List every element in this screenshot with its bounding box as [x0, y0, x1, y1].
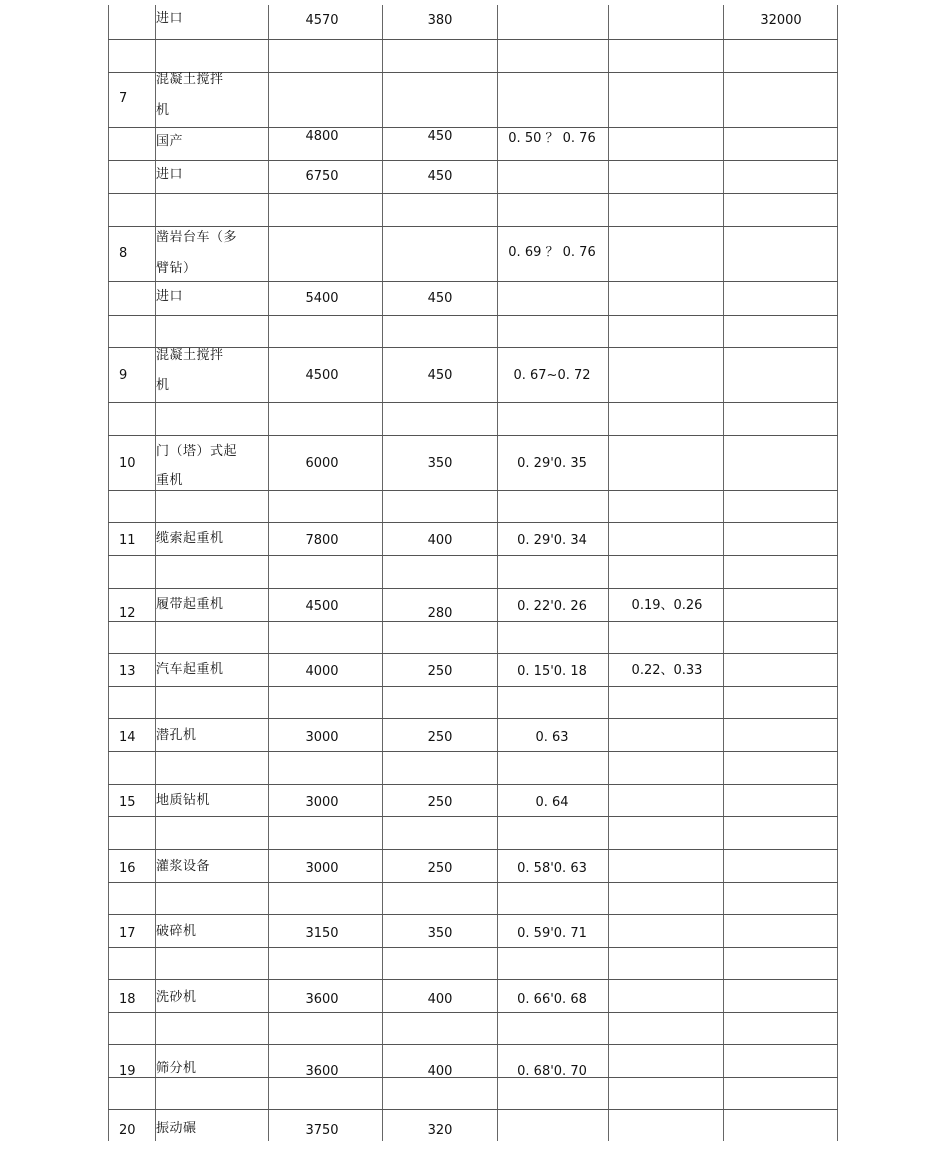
table-cell-v2: 400 [427, 533, 453, 548]
table-cell-name: 进口 [156, 167, 184, 182]
table-cell-v1: 4500 [305, 599, 339, 614]
table-cell-v1: 3000 [305, 795, 339, 810]
table-cell-no: 18 [119, 992, 136, 1007]
table-cell-name: 混凝土搅拌 [156, 72, 224, 87]
table-cell-no: 13 [119, 664, 136, 679]
row-border [108, 947, 838, 948]
table-cell-v1: 3600 [305, 1064, 339, 1079]
table-cell-name: 机 [156, 103, 170, 118]
row-border [108, 653, 838, 654]
table-cell-v2: 350 [427, 456, 453, 471]
table-cell-v2: 400 [427, 992, 453, 1007]
table-cell-name: 履带起重机 [156, 597, 224, 612]
col-border [837, 5, 838, 1141]
table-cell-v1: 6000 [305, 456, 339, 471]
table-cell-range: 0. 63 [535, 730, 569, 745]
table-cell-range: 0. 50 ？ 0. 76 [508, 131, 596, 146]
col-border [723, 5, 724, 1141]
table-cell-name: 筛分机 [156, 1061, 197, 1076]
table-cell-name: 地质钻机 [156, 793, 211, 808]
table-cell-name: 潜孔机 [156, 728, 197, 743]
table-cell-rate: 0.19、0.26 [631, 598, 703, 613]
row-border [108, 160, 838, 161]
row-border [108, 718, 838, 719]
table-cell-name: 重机 [156, 473, 184, 488]
row-border [108, 686, 838, 687]
table-cell-v1: 7800 [305, 533, 339, 548]
row-border [108, 816, 838, 817]
row-border [108, 751, 838, 752]
table-cell-range: 0. 69 ？ 0. 76 [508, 245, 596, 260]
table-cell-name: 破碎机 [156, 924, 197, 939]
row-border [108, 849, 838, 850]
table-cell-v2: 250 [427, 795, 453, 810]
table-cell-name: 门（塔）式起 [156, 444, 238, 459]
table-cell-v1: 4570 [305, 13, 339, 28]
table-cell-v1: 3750 [305, 1123, 339, 1138]
table-cell-v2: 350 [427, 926, 453, 941]
row-border [108, 1109, 838, 1110]
table-cell-range: 0. 68'0. 70 [517, 1064, 587, 1079]
row-border [108, 914, 838, 915]
row-border [108, 315, 838, 316]
table-cell-no: 11 [119, 533, 136, 548]
table-cell-last: 32000 [760, 13, 802, 28]
table-cell-v2: 400 [427, 1064, 453, 1079]
row-border [108, 226, 838, 227]
col-border [497, 5, 498, 1141]
table-cell-v1: 3600 [305, 992, 339, 1007]
table-cell-range: 0. 67~0. 72 [513, 368, 591, 383]
table-cell-v1: 3000 [305, 730, 339, 745]
row-border [108, 621, 838, 622]
table-cell-name: 国产 [156, 134, 184, 149]
row-border [108, 281, 838, 282]
table-cell-range: 0. 58'0. 63 [517, 861, 587, 876]
table-cell-no: 20 [119, 1123, 136, 1138]
table-cell-name: 洗砂机 [156, 990, 197, 1005]
row-border [108, 1077, 838, 1078]
table-cell-name: 缆索起重机 [156, 531, 224, 546]
row-border [108, 193, 838, 194]
row-border [108, 588, 838, 589]
table-cell-range: 0. 15'0. 18 [517, 664, 587, 679]
table-cell-no: 7 [119, 91, 128, 106]
table-cell-no: 9 [119, 368, 128, 383]
table-cell-range: 0. 29'0. 34 [517, 533, 587, 548]
row-border [108, 1044, 838, 1045]
table-cell-range: 0. 22'0. 26 [517, 599, 587, 614]
table-cell-no: 16 [119, 861, 136, 876]
table-cell-range: 0. 66'0. 68 [517, 992, 587, 1007]
row-border [108, 435, 838, 436]
row-border [108, 784, 838, 785]
table-cell-v2: 280 [427, 606, 453, 621]
table-cell-no: 17 [119, 926, 136, 941]
row-border [108, 522, 838, 523]
row-border [108, 127, 838, 128]
col-border [382, 5, 383, 1141]
col-border [268, 5, 269, 1141]
table-cell-v1: 3000 [305, 861, 339, 876]
row-border [108, 1012, 838, 1013]
col-border [108, 5, 109, 1141]
table-cell-range: 0. 64 [535, 795, 569, 810]
table-cell-v2: 250 [427, 861, 453, 876]
table-cell-rate: 0.22、0.33 [631, 663, 703, 678]
table-cell-v1: 5400 [305, 291, 339, 306]
table-cell-name: 凿岩台车（多 [156, 230, 238, 245]
table-cell-no: 8 [119, 246, 128, 261]
row-border [108, 402, 838, 403]
table-cell-v2: 250 [427, 730, 453, 745]
table-cell-v1: 6750 [305, 169, 339, 184]
table-cell-name: 汽车起重机 [156, 662, 224, 677]
table-cell-no: 12 [119, 606, 136, 621]
table-cell-name: 臂钻） [156, 261, 197, 276]
table-cell-no: 14 [119, 730, 136, 745]
table-cell-name: 灌浆设备 [156, 859, 211, 874]
table-cell-v2: 450 [427, 129, 453, 144]
table-cell-v1: 4000 [305, 664, 339, 679]
table-cell-name: 机 [156, 378, 170, 393]
table-cell-v1: 4500 [305, 368, 339, 383]
row-border [108, 555, 838, 556]
table-cell-v2: 450 [427, 169, 453, 184]
row-border [108, 979, 838, 980]
table-cell-range: 0. 29'0. 35 [517, 456, 587, 471]
table-cell-v1: 4800 [305, 129, 339, 144]
col-border [608, 5, 609, 1141]
row-border [108, 882, 838, 883]
table-cell-no: 19 [119, 1064, 136, 1079]
table-cell-name: 振动碾 [156, 1121, 197, 1136]
table-cell-v2: 380 [427, 13, 453, 28]
table-cell-no: 15 [119, 795, 136, 810]
table-cell-v1: 3150 [305, 926, 339, 941]
table-cell-v2: 250 [427, 664, 453, 679]
table-cell-v2: 450 [427, 368, 453, 383]
table-cell-no: 10 [119, 456, 136, 471]
table-cell-v2: 450 [427, 291, 453, 306]
table-cell-range: 0. 59'0. 71 [517, 926, 587, 941]
row-border [108, 490, 838, 491]
table-cell-v2: 320 [427, 1123, 453, 1138]
table-cell-name: 混凝土搅拌 [156, 348, 224, 363]
table-cell-name: 进口 [156, 289, 184, 304]
row-border [108, 39, 838, 40]
table-cell-name: 进口 [156, 11, 184, 26]
